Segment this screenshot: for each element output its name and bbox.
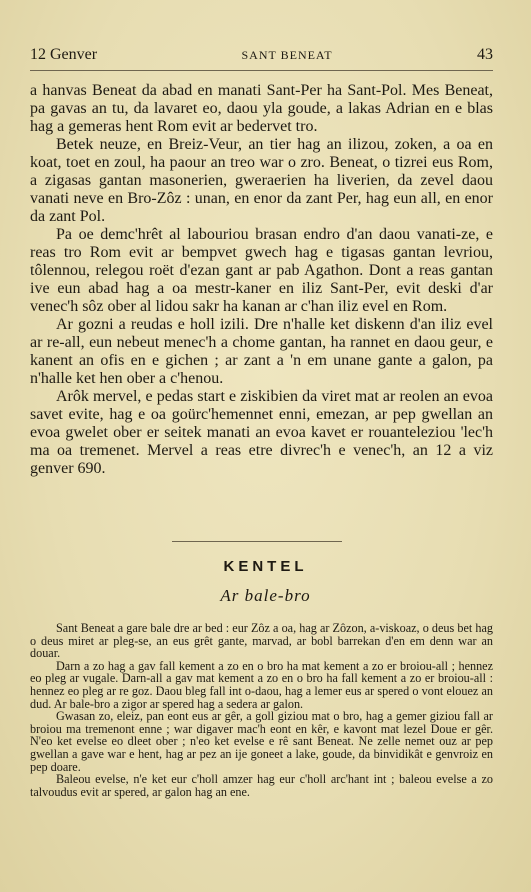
running-header	[30, 46, 493, 71]
section-subtitle: Ar bale-bro	[220, 586, 311, 605]
paragraph: Pa oe demc'hrêt al labouriou brasan endro d'an daou vanati-ze, e reas tro Rom evit ar bempvet gwech hag e tigasas gantan levriou, tôlennou, relegou roët d'ezan gant ar pab Agathon. Dont a reas gantan ive eun abad hag a oa mestr-kaner en iliz Sant-Per, evit deski d'ar venec'h sôz ober al lidou sakr ha kanan ar c'han iliz evel en Rom.	[30, 226, 493, 315]
page-number: 43	[477, 46, 493, 63]
paragraph: Arôk mervel, e pedas start e ziskibien da viret mat ar reolen an evoa savet evite, hag e oa goürc'hemennet enni, emezan, ar pep gwellan an evoa gwelet ober er seitek manati an evoa kavet er rouanteleziou 'lec'h ma oa tremenet. Mervel a reas etre divrec'h e venec'h, an 12 a viz genver 690.	[30, 388, 493, 477]
paragraph: Betek neuze, en Breiz-Veur, an tier hag an ilizou, zoken, a oa en koat, toet en zoul, ha paour an treo war o zro. Beneat, o tizrei eus Rom, a zigasas gantan masonerien, gweraerien ha liverien, da zevel daou vanati neve en Bro-Zôz : unan, en enor da zant Per, hag eun all, en enor da zant Pol.	[30, 136, 493, 225]
lesson-paragraph: Sant Beneat a gare bale dre ar bed : eur Zôz a oa, hag ar Zôzon, a-viskoaz, o deus bet hag o deus miret ar pleg-se, an eus grêt gante, marvad, ar bobl barrekan d'en em denn war an douar.	[30, 621, 493, 661]
lesson-paragraph: Gwasan zo, eleiz, pan eont eus ar gêr, a goll giziou mat o bro, hag a gemer giziou fall ar broiou ma tremenont enne ; war digaver mac'h eont en kêr, e kavont mat lezel Doue er gêr. N'eo ket evelse eo dleet ober ; n'eo ket evelse e rê sant Beneat. Ne zelle nemet ouz ar pep gwellan a gave war e hent, hag ar pez an ije goneet a lake, goude, da binvidikât e genvroiz en pep doare.	[30, 709, 493, 774]
main-text	[30, 82, 493, 478]
header-title: SANT BENEAT	[241, 48, 333, 62]
paragraph: a hanvas Beneat da abad en manati Sant-Per ha Sant-Pol. Mes Beneat, pa gavas an tu, da lavaret eo, daou yla goude, a lakas Adrian en e blas hag a gemeras hent Rom evit ar bedervet tro.	[30, 82, 493, 135]
lesson-text	[30, 622, 493, 798]
lesson-paragraph: Baleou evelse, n'e ket eur c'holl amzer hag eur c'holl arc'hant int ; baleou evelse a zo talvoudus evit ar spered, ar galon hag an ene.	[30, 772, 493, 799]
header-date: 12 Genver	[30, 46, 98, 63]
paragraph: Ar gozni a reudas e holl izili. Dre n'halle ket diskenn d'an iliz evel ar re-all, eun nebeut menec'h a chome gantan, ha rannet en daou geur, e kanent an ofis en e gichen ; ar zant a 'n em unane gante a galon, pa n'halle ket hen ober a c'henou.	[30, 316, 493, 387]
section-divider	[172, 541, 342, 542]
section-heading: KENTEL	[223, 558, 308, 575]
lesson-paragraph: Darn a zo hag a gav fall kement a zo en o bro ha mat kement a zo er broiou-all ; hennez eo pleg ar vugale. Darn-all a gav mat kement a zo en o bro ha fall kement a zo er broiou-all : hennez eo pleg ar re goz. Daou bleg fall int o-daou, hag a lemer eus ar spered o vont elouez an dud. Ar bale-bro a zigor ar spered hag a sedera ar galon.	[30, 658, 493, 711]
